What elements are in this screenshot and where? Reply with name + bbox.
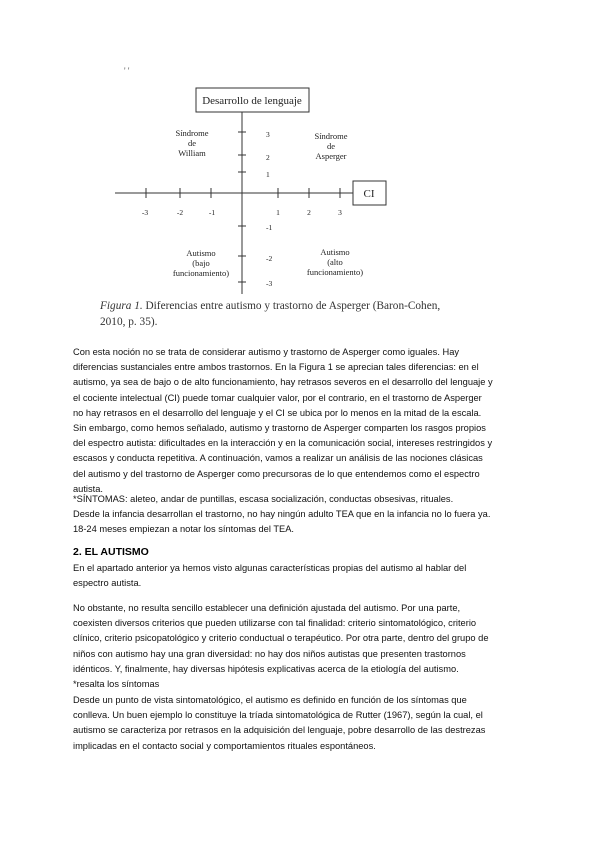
top-mark: ' ' [124, 66, 130, 76]
x-tick-label: -3 [141, 208, 149, 217]
quadrant-label-bottom-right: funcionamiento) [306, 267, 364, 277]
quadrant-label-bottom-right: (alto [327, 257, 343, 267]
quadrant-label-bottom-left: funcionamiento) [172, 268, 230, 278]
y-tick-label: 1 [266, 170, 270, 179]
text-line: Sin embargo, como hemos señalado, autismo y trastorno de Asperger comparten los rasgos propios [73, 423, 486, 434]
quadrant-label-top-left: William [178, 148, 206, 158]
text-line: En el apartado anterior ya hemos visto algunas características propias del autismo al hablar del [73, 563, 467, 573]
y-tick-label: -3 [266, 279, 273, 288]
paragraph-5 [73, 693, 535, 754]
text-line: *resalta los síntomas [73, 679, 160, 690]
text-line: Desde un punto de vista sintomatológico, el autismo es definido en función de los síntomas que [73, 695, 467, 705]
figure-caption [100, 298, 445, 330]
text-line: idénticos. Y, finalmente, hay diversas hipótesis explicativas acerca de la etiología del autismo. [73, 663, 459, 674]
paragraph-1 [73, 345, 535, 497]
paragraph-2 [73, 492, 535, 538]
quadrant-label-bottom-right: Autismo [320, 247, 350, 257]
section-heading: 2. EL AUTISMO [73, 546, 149, 558]
text-line: implicadas en el contacto social y comportamientos rituales espontáneos. [73, 740, 376, 751]
figure-caption-label: Figura 1. [100, 300, 143, 312]
quadrant-label-bottom-left: Autismo [186, 248, 216, 258]
x-axis-label: CI [363, 188, 375, 200]
text-line: el cociente intelectual (CI) puede tomar cualquier valor, por el contrario, en el trastorno de Asperger [73, 392, 482, 403]
text-line: escasos y conducta repetitiva. A continuación, vamos a realizar un análisis de las nociones clásicas [73, 453, 483, 464]
text-line: Desde la infancia desarrollan el trastorno, no hay ningún adulto TEA que en la infancia no lo fuera ya. [73, 509, 491, 520]
text-line: No obstante, no resulta sencillo establecer una definición ajustada del autismo. Por una parte, [73, 603, 461, 613]
text-line: Con esta noción no se trata de considerar autismo y trastorno de Asperger como iguales. Hay [73, 347, 460, 357]
paragraph-3 [73, 561, 535, 591]
text-line: conlleva. Un buen ejemplo lo constituye la tríada sintomatológica de Rutter (1967), según la cual, el [73, 710, 483, 721]
text-line: autismo se caracteriza por retrasos en la adquisición del lenguaje, pobre desarrollo de las destrezas [73, 725, 486, 736]
text-line: espectro autista. [73, 578, 142, 589]
text-line: *SÍNTOMAS: aleteo, andar de puntillas, escasa socialización, conductas obsesivas, rituales. [73, 494, 454, 504]
quadrant-label-top-right: Síndrome [314, 131, 348, 141]
y-tick-label: -2 [266, 254, 273, 263]
quadrant-label-top-right: de [326, 141, 336, 151]
paragraph-4 [73, 601, 535, 692]
y-tick-label: 2 [266, 153, 270, 162]
quadrant-label-top-right: Asperger [315, 151, 347, 161]
text-line: autista. [73, 483, 103, 494]
quadrant-label-top-left: de [187, 138, 197, 148]
quadrant-label-top-left: Síndrome [175, 128, 209, 138]
text-line: del autismo y del trastorno de Asperger como precursoras de lo que entendemos como el espectro [73, 468, 480, 479]
text-line: del espectro autista: dificultades en la interacción y en la comunicación social, intereses restringidos y [73, 438, 493, 449]
text-line: no hay retrasos en el desarrollo del lenguaje y el CI se ubica por lo menos en la mitad de la escala. [73, 407, 482, 418]
x-tick-label: 1 [276, 208, 280, 217]
y-axis-label: Desarrollo de lenguaje [202, 95, 302, 107]
text-line: autismo, ya sea de bajo o de alto funcionamiento, hay retrasos severos en el desarrollo del lenguaje y [73, 377, 493, 388]
text-line: coexisten diversos criterios que pueden utilizarse con tal finalidad: criterio sintomatológico, criterio [73, 618, 477, 629]
y-tick-label: 3 [266, 130, 270, 139]
text-line: diferencias sustanciales entre ambos trastornos. En la Figura 1 se aprecian tales diferencias: en el [73, 362, 479, 373]
y-tick-label: -1 [266, 223, 273, 232]
figure-diagram [0, 0, 600, 300]
text-line: clínico, criterio psicopatológico y criterio conductual o terapéutico. Por otra parte, dentro del grupo de [73, 633, 489, 644]
figure-caption-text: Diferencias entre autismo y trastorno de Asperger (Baron-Cohen, 2010, p. 35). [100, 300, 441, 328]
x-tick-label: -1 [208, 208, 216, 217]
text-line: 18-24 meses empiezan a notar los síntomas del TEA. [73, 524, 295, 535]
quadrant-label-bottom-left: (bajo [192, 258, 210, 268]
text-line: niños con autismo hay una gran diversidad: no hay dos niños autistas que presenten trastornos [73, 648, 466, 659]
x-tick-label: -2 [176, 208, 184, 217]
x-tick-label: 2 [307, 208, 311, 217]
x-tick-label: 3 [338, 208, 342, 217]
